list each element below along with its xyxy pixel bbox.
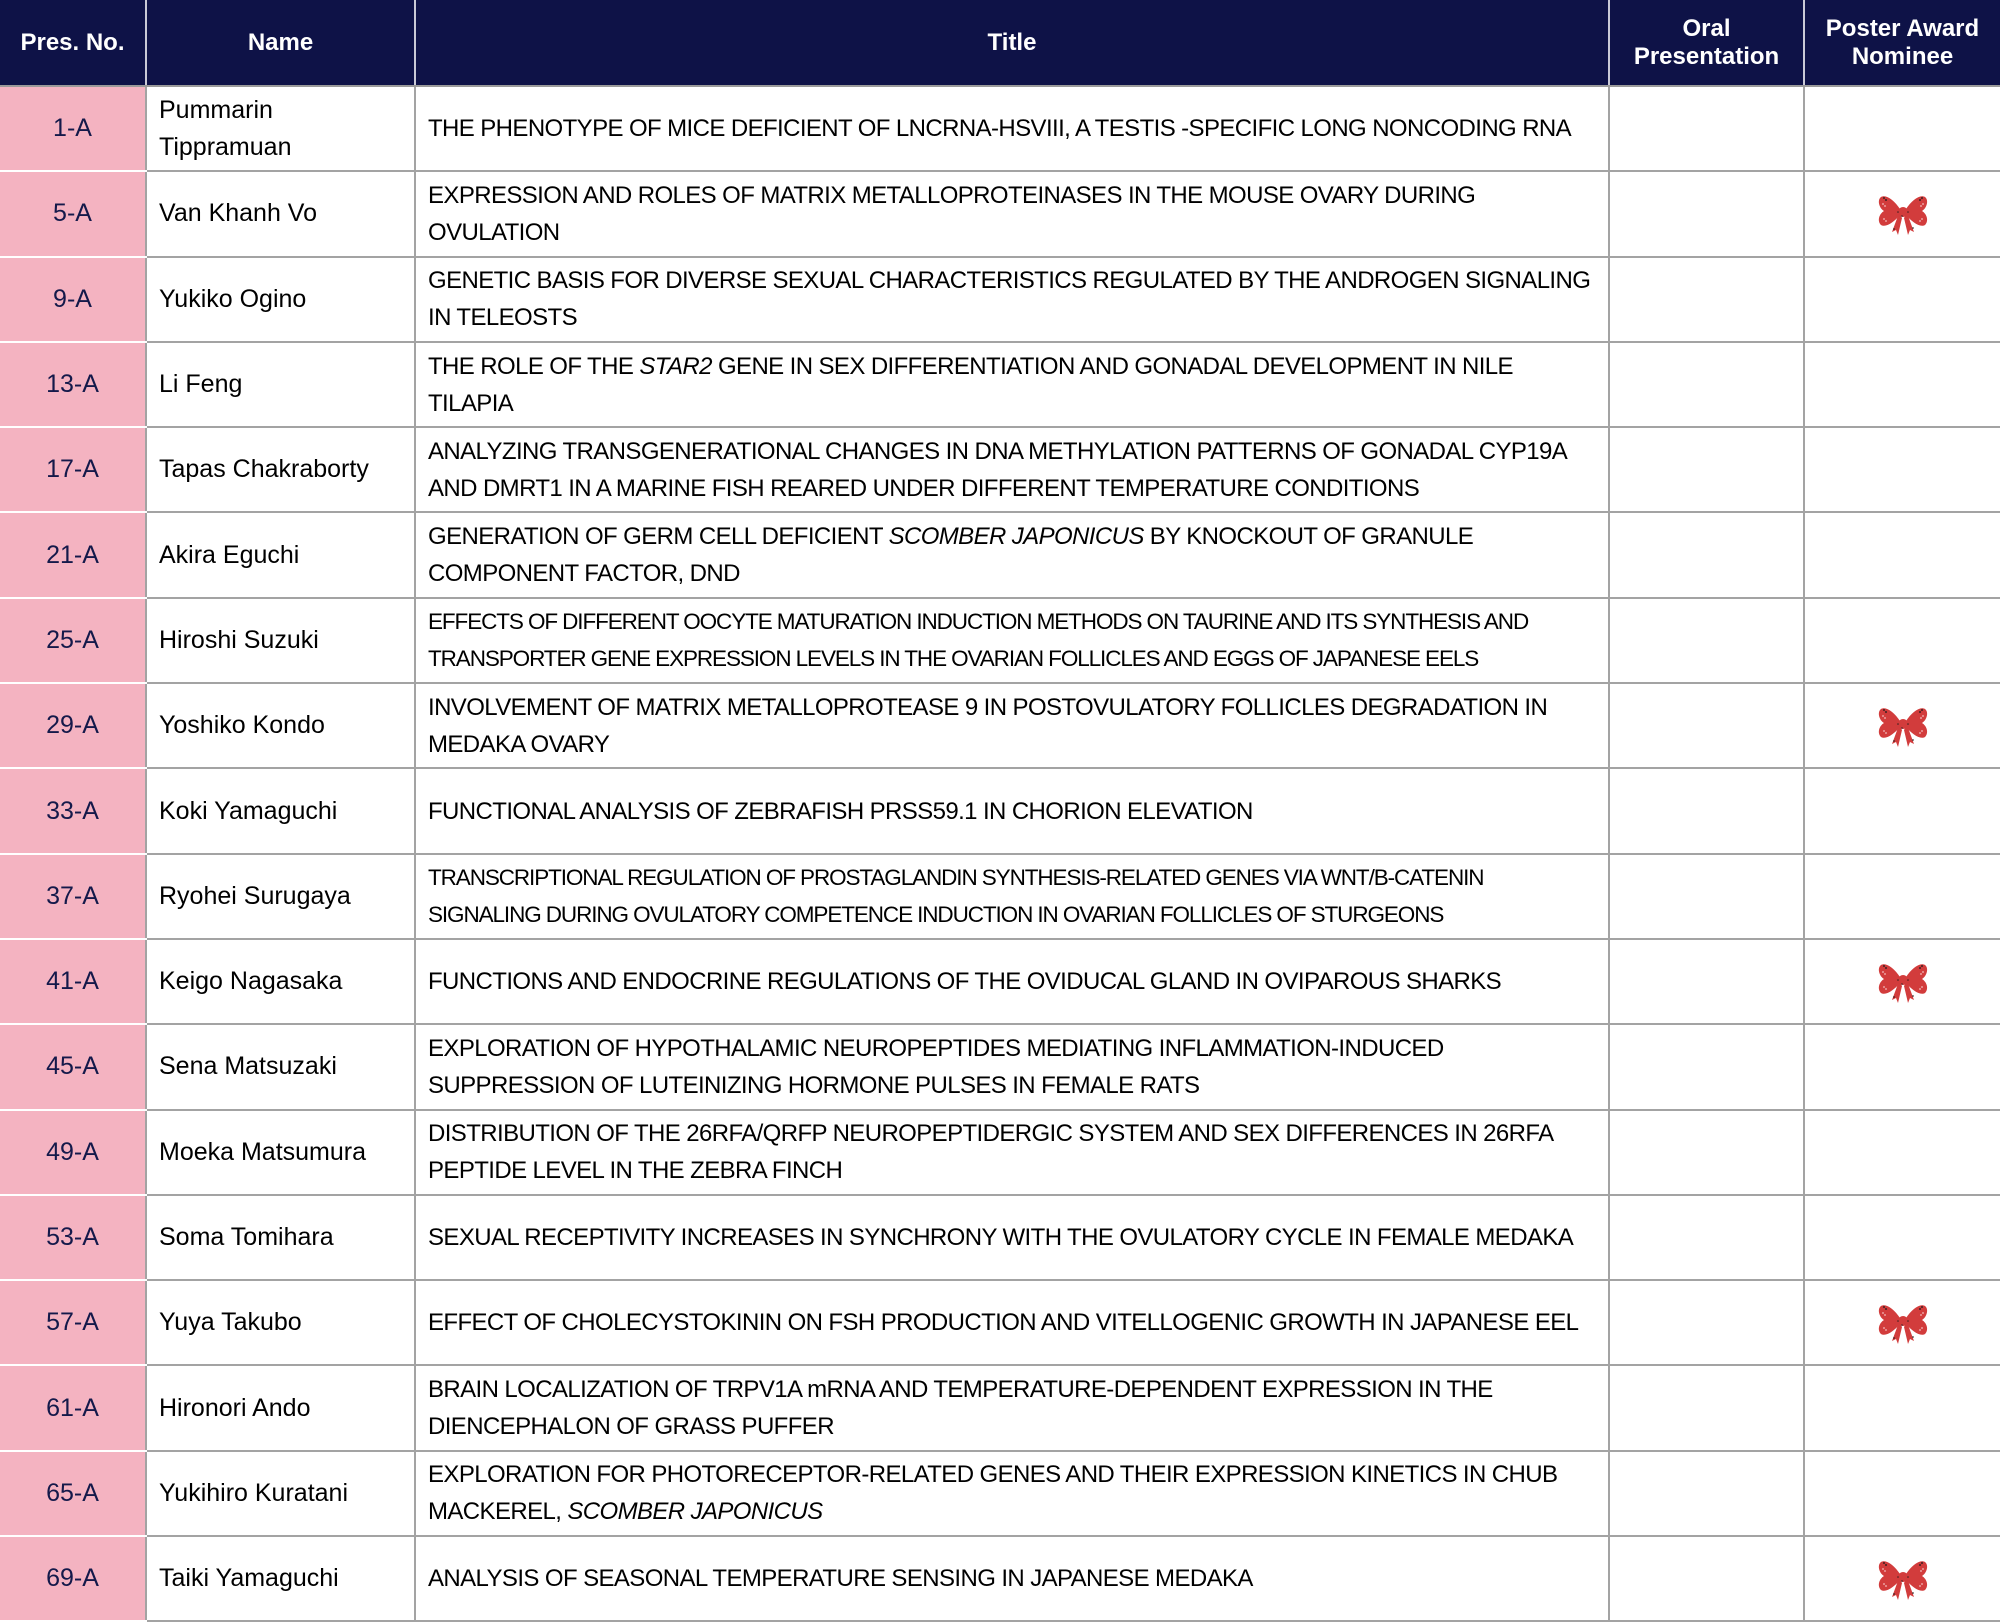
poster-award-nominee-cell	[1804, 171, 2000, 256]
title-segment: ANALYZING TRANSGENERATIONAL CHANGES IN DNA METHYLATION PATTERNS OF GONADAL CYP19A AND DMRT1 IN A MARINE FISH REARED UNDER DIFFERENT TEMPERATURE CONDITIONS	[428, 437, 1566, 502]
title-segment: SEXUAL RECEPTIVITY INCREASES IN SYNCHRONY WITH THE OVULATORY CYCLE IN FEMALE MEDAKA	[428, 1224, 1574, 1251]
poster-award-nominee-cell	[1804, 1280, 2000, 1365]
table-row	[0, 1024, 2000, 1109]
pres-no-cell: 37-A	[0, 854, 146, 939]
oral-presentation-cell	[1609, 1110, 1804, 1195]
header-oral-line1: Oral	[1682, 14, 1731, 42]
poster-award-nominee-cell	[1804, 683, 2000, 768]
poster-award-nominee-cell	[1804, 1195, 2000, 1280]
pres-no-cell: 57-A	[0, 1280, 146, 1365]
presentation-title-cell	[415, 512, 1609, 597]
poster-award-nominee-cell	[1804, 854, 2000, 939]
title-segment: INVOLVEMENT OF MATRIX METALLOPROTEASE 9 IN POSTOVULATORY FOLLICLES DEGRADATION IN MEDAKA OVARY	[428, 693, 1548, 758]
presentation-title-cell	[415, 171, 1609, 256]
presentation-title-cell	[415, 854, 1609, 939]
header-poster-line2: Nominee	[1851, 42, 1954, 70]
title-segment: EXPRESSION AND ROLES OF MATRIX METALLOPROTEINASES IN THE MOUSE OVARY DURING OVULATION	[428, 181, 1476, 246]
pres-no-cell: 61-A	[0, 1365, 146, 1450]
presentation-title-cell	[415, 342, 1609, 427]
table-row	[0, 257, 2000, 342]
pres-no-cell: 17-A	[0, 427, 146, 512]
header-title-label: Title	[987, 28, 1037, 56]
pres-no-cell: 1-A	[0, 86, 146, 171]
title-italic-segment: SCOMBER JAPONICUS	[567, 1498, 823, 1526]
table-header	[0, 0, 2000, 86]
presenter-name-cell: Van Khanh Vo	[146, 171, 415, 256]
presentation-title-cell	[415, 427, 1609, 512]
pres-no-cell: 49-A	[0, 1110, 146, 1195]
header-title	[415, 0, 1609, 86]
presentation-title-cell	[415, 598, 1609, 683]
ribbon-bow-icon	[1876, 1301, 1930, 1345]
title-segment: FUNCTIONAL ANALYSIS OF ZEBRAFISH PRSS59.1 IN CHORION ELEVATION	[428, 797, 1253, 825]
title-segment: EXPLORATION OF HYPOTHALAMIC NEUROPEPTIDES MEDIATING INFLAMMATION-INDUCED SUPPRESSION OF LUTEINIZING HORMONE PULSES IN FEMALE RATS	[428, 1034, 1444, 1099]
pres-no-cell: 9-A	[0, 257, 146, 342]
presentation-title-cell	[415, 1110, 1609, 1195]
presenter-name-cell: Tapas Chakraborty	[146, 427, 415, 512]
presentation-title-cell	[415, 768, 1609, 853]
table-row	[0, 683, 2000, 768]
header-poster-award-nominee	[1804, 0, 2000, 86]
title-italic-segment: STAR2	[639, 352, 712, 380]
presentation-title-cell	[415, 939, 1609, 1024]
presenter-name-cell: Yukihiro Kuratani	[146, 1451, 415, 1536]
presentation-title-cell	[415, 1451, 1609, 1536]
oral-presentation-cell	[1609, 1195, 1804, 1280]
presenter-name-cell: Sena Matsuzaki	[146, 1024, 415, 1109]
poster-award-nominee-cell	[1804, 257, 2000, 342]
table-row	[0, 342, 2000, 427]
poster-award-nominee-cell	[1804, 1536, 2000, 1621]
pres-no-cell: 45-A	[0, 1024, 146, 1109]
title-segment: DISTRIBUTION OF THE 26RFA/QRFP NEUROPEPTIDERGIC SYSTEM AND SEX DIFFERENCES IN 26RFA PEPTIDE LEVEL IN THE ZEBRA FINCH	[428, 1120, 1553, 1185]
poster-award-nominee-cell	[1804, 598, 2000, 683]
header-oral-line2: Presentation	[1633, 42, 1780, 70]
presenter-name-cell: Ryohei Surugaya	[146, 854, 415, 939]
presenter-name-cell: Koki Yamaguchi	[146, 768, 415, 853]
presenter-name-cell: Yuya Takubo	[146, 1280, 415, 1365]
oral-presentation-cell	[1609, 768, 1804, 853]
presenter-name-cell: Pummarin Tippramuan	[146, 86, 415, 171]
table-row	[0, 427, 2000, 512]
table-row	[0, 1365, 2000, 1450]
poster-award-nominee-cell	[1804, 427, 2000, 512]
pres-no-cell: 13-A	[0, 342, 146, 427]
presenter-name-cell: Taiki Yamaguchi	[146, 1536, 415, 1621]
presentation-title-cell	[415, 1024, 1609, 1109]
oral-presentation-cell	[1609, 854, 1804, 939]
header-poster-line1: Poster Award	[1825, 14, 1980, 42]
pres-no-cell: 69-A	[0, 1536, 146, 1621]
table-row	[0, 854, 2000, 939]
presentation-title-cell	[415, 1536, 1609, 1621]
poster-award-nominee-cell	[1804, 86, 2000, 171]
title-segment: EFFECT OF CHOLECYSTOKININ ON FSH PRODUCTION AND VITELLOGENIC GROWTH IN JAPANESE EEL	[428, 1309, 1579, 1337]
poster-award-nominee-cell	[1804, 1024, 2000, 1109]
pres-no-cell: 29-A	[0, 683, 146, 768]
ribbon-bow-icon	[1876, 192, 1930, 236]
poster-award-nominee-cell	[1804, 1110, 2000, 1195]
presenter-name-cell: Hironori Ando	[146, 1365, 415, 1450]
table-body	[0, 86, 2000, 1621]
poster-award-nominee-cell	[1804, 939, 2000, 1024]
table-row	[0, 768, 2000, 853]
table-row	[0, 1451, 2000, 1536]
table-row	[0, 512, 2000, 597]
table-row	[0, 1195, 2000, 1280]
title-segment: THE PHENOTYPE OF MICE DEFICIENT OF LNCRNA-HSVIII, A TESTIS -SPECIFIC LONG NONCODING RNA	[428, 115, 1572, 143]
title-segment: ANALYSIS OF SEASONAL TEMPERATURE SENSING IN JAPANESE MEDAKA	[428, 1565, 1253, 1593]
pres-no-cell: 5-A	[0, 171, 146, 256]
header-pres-no-label: Pres. No.	[20, 28, 125, 56]
title-segment: GENE IN SEX DIFFERENTIATION AND GONADAL DEVELOPMENT IN NILE TILAPIA	[428, 352, 1513, 417]
presentation-title-cell	[415, 1195, 1609, 1280]
oral-presentation-cell	[1609, 1536, 1804, 1621]
table-row	[0, 1280, 2000, 1365]
pres-no-cell: 25-A	[0, 598, 146, 683]
header-name-label: Name	[247, 28, 314, 56]
title-segment: THE ROLE OF THE	[428, 352, 640, 380]
oral-presentation-cell	[1609, 1280, 1804, 1365]
pres-no-cell: 33-A	[0, 768, 146, 853]
title-segment: BY KNOCKOUT OF GRANULE COMPONENT FACTOR, DND	[428, 523, 1474, 588]
presentation-title-cell	[415, 86, 1609, 171]
oral-presentation-cell	[1609, 512, 1804, 597]
presentation-title-cell	[415, 1280, 1609, 1365]
table-row	[0, 939, 2000, 1024]
presenter-name-cell: Soma Tomihara	[146, 1195, 415, 1280]
presenter-name-cell: Li Feng	[146, 342, 415, 427]
table-row	[0, 598, 2000, 683]
oral-presentation-cell	[1609, 939, 1804, 1024]
presenter-name-cell: Yukiko Ogino	[146, 257, 415, 342]
oral-presentation-cell	[1609, 257, 1804, 342]
presenter-name-cell: Akira Eguchi	[146, 512, 415, 597]
ribbon-bow-icon	[1876, 960, 1930, 1004]
poster-award-nominee-cell	[1804, 512, 2000, 597]
oral-presentation-cell	[1609, 1365, 1804, 1450]
oral-presentation-cell	[1609, 1024, 1804, 1109]
header-row	[0, 0, 2000, 86]
poster-award-nominee-cell	[1804, 768, 2000, 853]
table-row	[0, 86, 2000, 171]
oral-presentation-cell	[1609, 171, 1804, 256]
pres-no-cell: 21-A	[0, 512, 146, 597]
presentation-title-cell	[415, 683, 1609, 768]
presenter-name-cell: Hiroshi Suzuki	[146, 598, 415, 683]
table-row	[0, 171, 2000, 256]
title-segment: EXPLORATION FOR PHOTORECEPTOR-RELATED GENES AND THEIR EXPRESSION KINETICS IN CHUB MACKEREL,	[428, 1461, 1558, 1526]
presenter-name-cell: Moeka Matsumura	[146, 1110, 415, 1195]
header-pres-no	[0, 0, 146, 86]
table-row	[0, 1536, 2000, 1621]
oral-presentation-cell	[1609, 1451, 1804, 1536]
title-segment: FUNCTIONS AND ENDOCRINE REGULATIONS OF THE OVIDUCAL GLAND IN OVIPAROUS SHARKS	[428, 968, 1502, 996]
poster-award-nominee-cell	[1804, 1365, 2000, 1450]
title-italic-segment: SCOMBER JAPONICUS	[888, 523, 1144, 551]
ribbon-bow-icon	[1876, 1557, 1930, 1601]
presenter-name-cell: Yoshiko Kondo	[146, 683, 415, 768]
header-oral-presentation	[1609, 0, 1804, 86]
title-segment: TRANSCRIPTIONAL REGULATION OF PROSTAGLANDIN SYNTHESIS-RELATED GENES VIA WNT/B-CATENIN SIGNALING DURING OVULATORY COMPETENCE INDUCTION IN OVARIAN FOLLICLES OF STURGEONS	[428, 865, 1484, 928]
ribbon-bow-icon	[1876, 704, 1930, 748]
oral-presentation-cell	[1609, 86, 1804, 171]
poster-award-nominee-cell	[1804, 342, 2000, 427]
presenter-name-cell: Keigo Nagasaka	[146, 939, 415, 1024]
title-segment: BRAIN LOCALIZATION OF TRPV1A mRNA AND TEMPERATURE-DEPENDENT EXPRESSION IN THE DIENCEPHALON OF GRASS PUFFER	[428, 1376, 1493, 1441]
oral-presentation-cell	[1609, 598, 1804, 683]
oral-presentation-cell	[1609, 342, 1804, 427]
presentation-title-cell	[415, 257, 1609, 342]
oral-presentation-cell	[1609, 683, 1804, 768]
poster-award-nominee-cell	[1804, 1451, 2000, 1536]
oral-presentation-cell	[1609, 427, 1804, 512]
presentation-title-cell	[415, 1365, 1609, 1450]
title-segment: EFFECTS OF DIFFERENT OOCYTE MATURATION INDUCTION METHODS ON TAURINE AND ITS SYNTHESIS AND TRANSPORTER GENE EXPRESSION LEVELS IN THE OVARIAN FOLLICLES AND EGGS OF JAPANESE EELS	[428, 609, 1529, 672]
pres-no-cell: 65-A	[0, 1451, 146, 1536]
header-name	[146, 0, 415, 86]
table-row	[0, 1110, 2000, 1195]
title-segment: GENERATION OF GERM CELL DEFICIENT	[428, 523, 889, 551]
pres-no-cell: 53-A	[0, 1195, 146, 1280]
pres-no-cell: 41-A	[0, 939, 146, 1024]
title-segment: GENETIC BASIS FOR DIVERSE SEXUAL CHARACTERISTICS REGULATED BY THE ANDROGEN SIGNALING IN TELEOSTS	[428, 267, 1591, 332]
